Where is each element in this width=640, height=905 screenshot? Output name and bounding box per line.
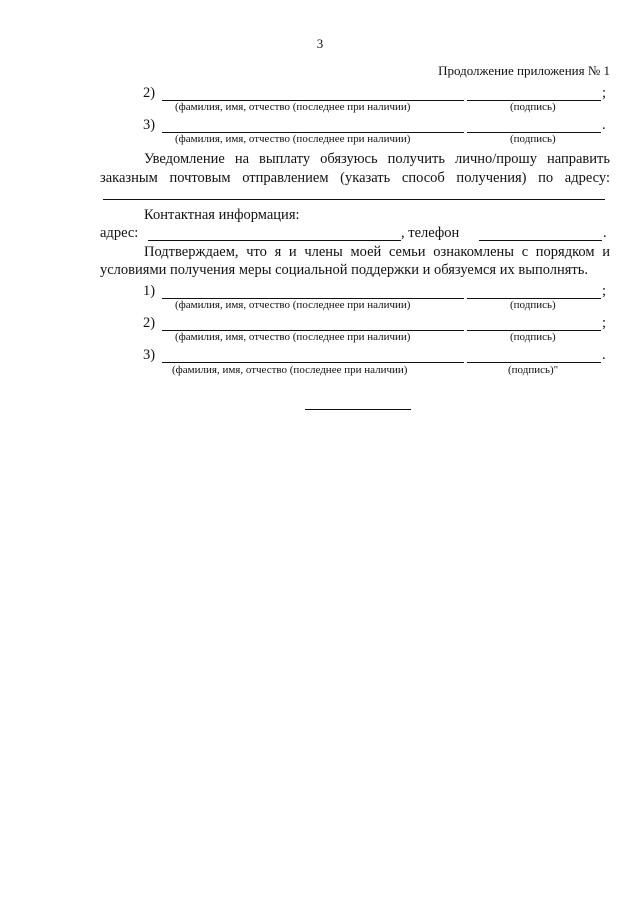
fio-caption: (фамилия, имя, отчество (последнее при наличии) xyxy=(175,299,411,311)
phone-label: , телефон xyxy=(401,225,460,241)
page-number: 3 xyxy=(316,36,324,51)
signer-number: 3) xyxy=(143,117,156,133)
signer-number: 3) xyxy=(143,347,156,363)
sign-caption: (подпись)" xyxy=(508,364,559,376)
fio-caption: (фамилия, имя, отчество (последнее при наличии) xyxy=(175,133,411,145)
notice-line-1: Уведомление на выплату обязуюсь получить лично/прошу направить xyxy=(144,151,610,167)
phone-field[interactable] xyxy=(479,240,602,241)
sign-caption: (подпись) xyxy=(510,133,556,145)
row-end: ; xyxy=(602,85,607,101)
contact-end: . xyxy=(603,225,607,241)
signer-number: 2) xyxy=(143,85,156,101)
fio-field[interactable] xyxy=(162,362,464,363)
signature-field[interactable] xyxy=(467,362,601,363)
row-end: ; xyxy=(602,315,607,331)
confirm-line-2: условиями получения меры социальной поддержки и обязуемся их выполнять. xyxy=(100,262,589,278)
address-field[interactable] xyxy=(148,240,401,241)
signer-number: 2) xyxy=(143,315,156,331)
address-for-notice-field[interactable] xyxy=(103,199,605,200)
row-end: . xyxy=(602,117,606,133)
closing-divider xyxy=(305,409,411,410)
sign-caption: (подпись) xyxy=(510,331,556,343)
confirm-line-1: Подтверждаем, что я и члены моей семьи ознакомлены с порядком и xyxy=(144,244,610,260)
sign-caption: (подпись) xyxy=(510,299,556,311)
row-end: ; xyxy=(602,283,607,299)
row-end: . xyxy=(602,347,606,363)
fio-caption: (фамилия, имя, отчество (последнее при наличии) xyxy=(175,331,411,343)
address-label: адрес: xyxy=(100,225,139,241)
fio-caption: (фамилия, имя, отчество (последнее при наличии) xyxy=(172,364,408,376)
continuation-label: Продолжение приложения № 1 xyxy=(438,63,610,78)
contact-title: Контактная информация: xyxy=(144,207,300,223)
sign-caption: (подпись) xyxy=(510,101,556,113)
notice-line-2: заказным почтовым отправлением (указать способ получения) по адресу: xyxy=(100,170,610,186)
signer-number: 1) xyxy=(143,283,156,299)
fio-caption: (фамилия, имя, отчество (последнее при наличии) xyxy=(175,101,411,113)
